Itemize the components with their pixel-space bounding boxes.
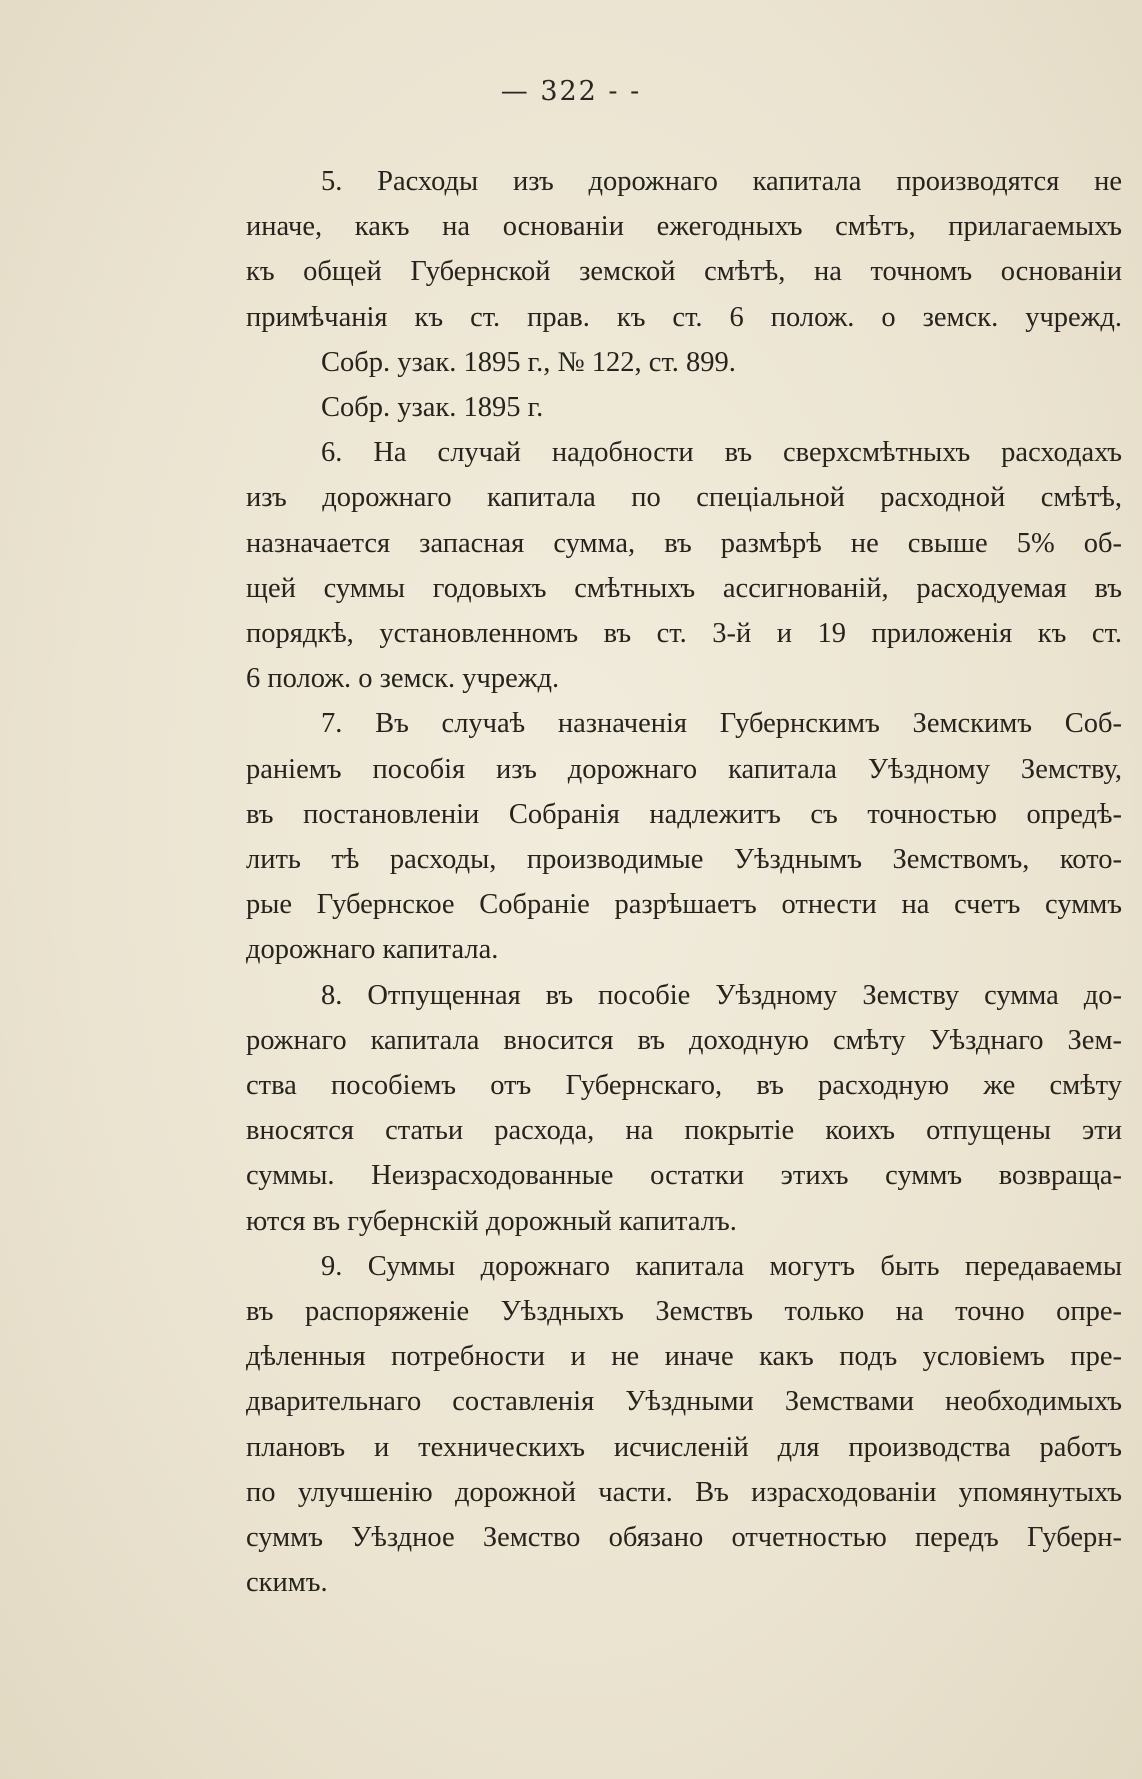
text-line: дѣленныя потребности и не иначе какъ подъ условіемъ пре- — [246, 1341, 1122, 1373]
text-line: дварительнаго составленія Уѣздными Земствами необходимыхъ — [246, 1386, 1122, 1418]
text-line: Собр. узак. 1895 г. — [321, 392, 544, 424]
text-line: въ постановленіи Собранія надлежитъ съ точностью опредѣ- — [246, 798, 1122, 830]
text-line: 8. Отпущенная въ пособіе Уѣздному Земству сумма до- — [321, 979, 1122, 1011]
text-line: рожнаго капитала вносится въ доходную смѣту Уѣзднаго Зем- — [246, 1024, 1122, 1056]
citation-2 — [246, 385, 1122, 430]
text-line: 5. Расходы изъ дорожнаго капитала производятся не — [321, 166, 1122, 197]
paragraph-7 — [246, 701, 1122, 972]
text-line: назначается запасная сумма, въ размѣрѣ не свыше 5% об- — [246, 527, 1122, 559]
text-line: по улучшенію дорожной части. Въ израсходованіи упомянутыхъ — [246, 1476, 1122, 1508]
text-line: къ общей Губернской земской смѣтѣ, на точномъ основаніи — [246, 256, 1122, 288]
text-line: плановъ и техническихъ исчисленій для производства работъ — [246, 1431, 1122, 1463]
paragraph-5 — [246, 159, 1122, 340]
text-line: раніемъ пособія изъ дорожнаго капитала Уѣздному Земству, — [246, 753, 1122, 785]
citation-1 — [246, 340, 1122, 385]
paragraph-6 — [246, 430, 1122, 701]
text-line: 6. На случай надобности въ сверхсмѣтныхъ расходахъ — [321, 437, 1122, 469]
text-line: дорожнаго капитала. — [246, 934, 499, 966]
paragraph-9 — [246, 1244, 1122, 1606]
text-line: порядкѣ, установленномъ въ ст. 3-й и 19 приложенія къ ст. — [246, 618, 1122, 650]
page-number: — 322 - - — [500, 76, 642, 107]
text-line: ства пособіемъ отъ Губернскаго, въ расходную же смѣту — [246, 1070, 1122, 1102]
text-line: 7. Въ случаѣ назначенія Губернскимъ Земскимъ Соб- — [321, 708, 1122, 740]
text-line: въ распоряженіе Уѣздныхъ Земствъ только на точно опре- — [246, 1296, 1122, 1328]
text-line: щей суммы годовыхъ смѣтныхъ ассигнованій, расходуемая въ — [246, 572, 1122, 604]
document-body — [246, 159, 1122, 1606]
text-line: рые Губернское Собраніе разрѣшаетъ отнести на счетъ суммъ — [246, 889, 1122, 921]
text-line: ются въ губернскій дорожный капиталъ. — [246, 1205, 737, 1237]
text-line: Собр. узак. 1895 г., № 122, ст. 899. — [321, 346, 736, 378]
text-line: скимъ. — [246, 1567, 328, 1599]
text-line: примѣчанія къ ст. прав. къ ст. 6 полож. о земск. учрежд. — [246, 301, 1122, 333]
text-line: суммъ Уѣздное Земство обязано отчетностью передъ Губерн- — [246, 1522, 1122, 1554]
paragraph-8 — [246, 973, 1122, 1244]
text-line: 6 полож. о земск. учрежд. — [246, 663, 560, 695]
text-line: 9. Суммы дорожнаго капитала могутъ быть передаваемы — [321, 1250, 1122, 1282]
text-line: суммы. Неизрасходованные остатки этихъ суммъ возвраща- — [246, 1160, 1122, 1192]
text-line: вносятся статьи расхода, на покрытіе коихъ отпущены эти — [246, 1115, 1122, 1147]
text-line: лить тѣ расходы, производимые Уѣзднымъ Земствомъ, кото- — [246, 844, 1122, 876]
text-line: изъ дорожнаго капитала по спеціальной расходной смѣтѣ, — [246, 482, 1122, 514]
text-line: иначе, какъ на основаніи ежегодныхъ смѣтъ, прилагаемыхъ — [246, 211, 1122, 243]
